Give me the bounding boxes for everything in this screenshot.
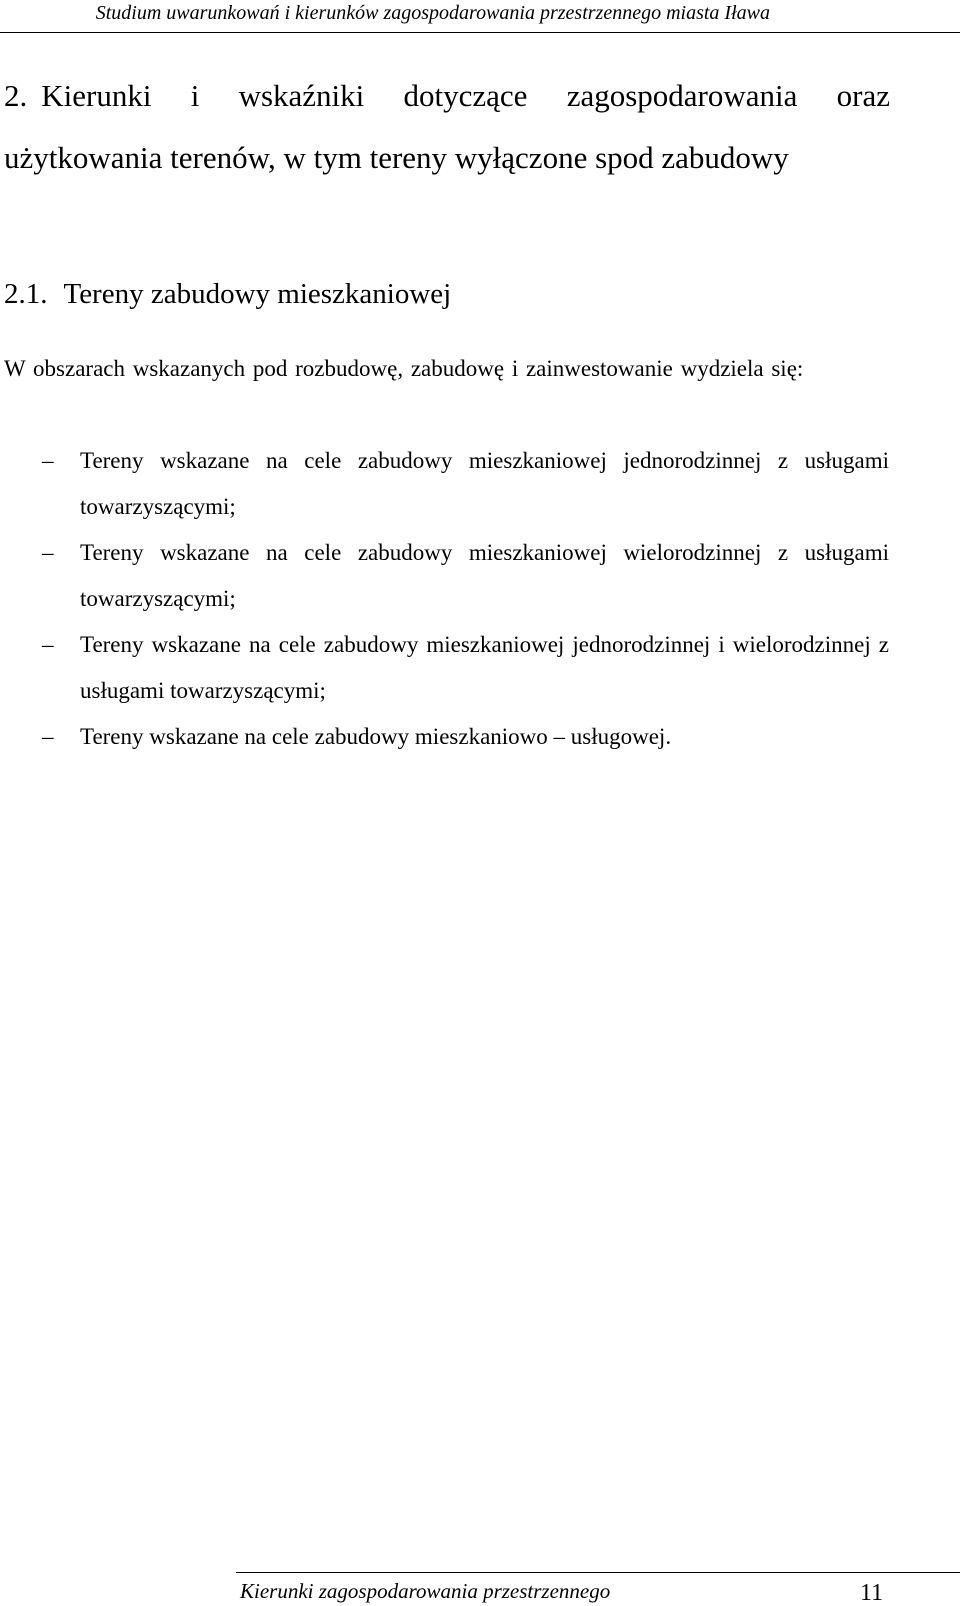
running-footer: Kierunki zagospodarowania przestrzennego — [240, 1579, 611, 1603]
list-dash-marker: – — [42, 540, 54, 565]
land-use-list — [4, 438, 889, 760]
section-title-text: Tereny zabudowy mieszkaniowej — [63, 278, 452, 310]
list-item-text: Tereny wskazane na cele zabudowy mieszkaniowej wielorodzinnej z usługami towarzyszącymi; — [80, 540, 889, 611]
chapter-title-text: Kierunki i wskaźniki dotyczące zagospodarowania oraz użytkowania terenów, w tym tereny wyłączone spod zabudowy — [4, 78, 890, 175]
list-item — [4, 622, 889, 714]
list-item — [4, 530, 889, 622]
intro-text-tail: i zainwestowanie wydziela się: — [511, 356, 804, 381]
header-divider — [0, 32, 960, 33]
running-header: Studium uwarunkowań i kierunków zagospodarowania przestrzennego miasta Iława — [95, 2, 770, 24]
page-number: 11 — [860, 1580, 884, 1606]
intro-paragraph — [4, 345, 889, 392]
footer-divider — [236, 1572, 960, 1573]
section-title — [4, 275, 451, 313]
list-item-text: Tereny wskazane na cele zabudowy mieszkaniowo – usługowej. — [80, 724, 672, 749]
list-item-text: Tereny wskazane na cele zabudowy mieszkaniowej jednorodzinnej z usługami towarzyszącymi; — [80, 448, 889, 519]
chapter-title — [4, 65, 890, 189]
list-item — [4, 714, 889, 760]
section-number: 2.1. — [4, 278, 48, 310]
list-dash-marker: – — [42, 448, 54, 473]
chapter-number: 2. — [4, 78, 28, 113]
intro-text-main: W obszarach wskazanych pod rozbudowę, zabudowę — [4, 356, 512, 381]
list-item — [4, 438, 889, 530]
list-item-text: Tereny wskazane na cele zabudowy mieszkaniowej jednorodzinnej i wielorodzinnej z usługami towarzyszącymi; — [80, 632, 889, 703]
list-dash-marker: – — [42, 724, 54, 749]
list-dash-marker: – — [42, 632, 54, 657]
